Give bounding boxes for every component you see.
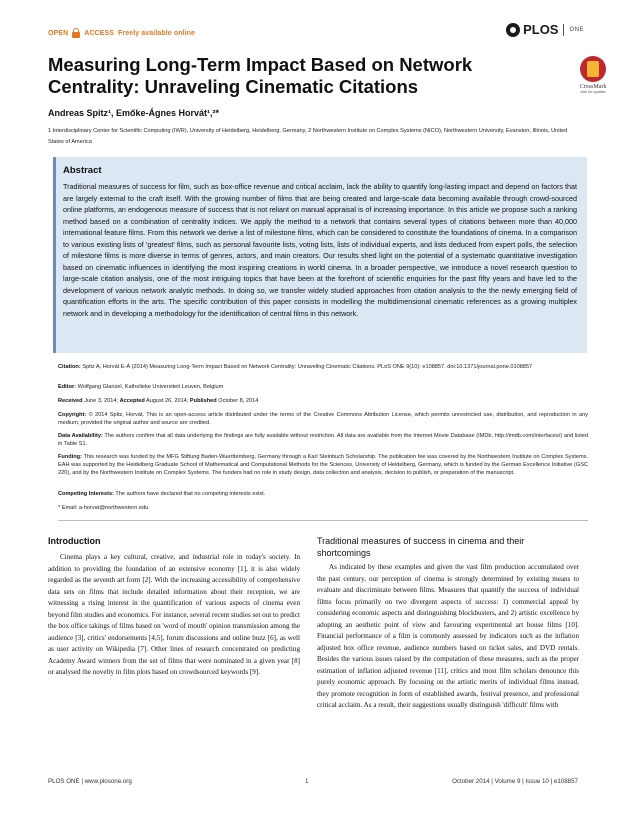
- journal-logo-word: PLOS: [523, 22, 559, 37]
- published-label: Published: [189, 398, 217, 404]
- accepted-label: Accepted: [119, 398, 145, 404]
- section2-heading: Traditional measures of success in cinema and their shortcomings: [317, 536, 525, 558]
- editor-label: Editor:: [58, 384, 77, 390]
- journal-logo-sub: ONE: [569, 26, 584, 33]
- journal-logo[interactable]: [506, 22, 584, 37]
- copyright-label: Copyright:: [58, 412, 87, 418]
- open-lock-icon: [72, 28, 80, 38]
- intro-text: Cinema plays a key cultural, creative, and industrial role in today's society. In addition to providing the foundation of an extensive economy [1], it is also widely regarded as the seventh art form [2]. With the increasing accessibility of comprehensive data sets on films that include detailed information about their reception, we are witnessing a rising interest in the quantification of various aspects of cinema even beyond film studies and economics. For instance, several recent studies set out to predict the box office takings of films based on 'word of mouth' opinion transmission among the audience [3], critics' endorsements [4,5], forum discussions and online buzz [6], as well as user activity on Wikipedia [7]. Other lines of research concentrated on predicting Academy Award winners from the set of films that were nominated in a given year [8] or analysed the novelty in film plots based on crowdsourced keywords [9].: [48, 553, 300, 676]
- accepted-date: August 26, 2014;: [146, 398, 189, 404]
- citation-text: Spitz A, Horvát E-Á (2014) Measuring Long-Term Impact Based on Network Centrality: Unraveling Cinematic Citations. PLoS ONE 9(10): e108857. doi:10.1371/journal.pone.0108857: [82, 364, 533, 370]
- open-access-free-label: Freely available online: [118, 29, 196, 37]
- logo-divider: [563, 24, 564, 36]
- page-number: 1: [305, 778, 309, 785]
- availability-text: The authors confirm that all data underlying the findings are fully available without restriction. All data are available from the Internet Movie Database (IMDb, http://imdb.com/interfaces/) and listed in Table S1.: [58, 433, 588, 447]
- copyright-text: © 2014 Spitz, Horvát. This is an open-access article distributed under the terms of the Creative Commons Attribution License, which permits unrestricted use, distribution, and reproduction in any medium, provided the original author and source are credited.: [58, 412, 588, 426]
- open-access-label-a: OPEN: [48, 29, 69, 37]
- crossmark-sub: click for updates: [580, 90, 606, 94]
- paper-title: Measuring Long-Term Impact Based on Network Centrality: Unraveling Cinematic Citations: [48, 54, 473, 97]
- competing-label: Competing Interests:: [58, 491, 114, 497]
- open-access-label-b: ACCESS: [84, 29, 115, 37]
- section2-text: As indicated by these examples and given the vast film production accumulated over the past century, our perception of cinema is strongly determined by existing means to evaluate and discriminate between films. Measures that quantify the success of individual films focus primarily on two divergent aspects of success: 1) commercial appeal by considering economic aspects and distinguishing blockbusters, and 2) artistic excellence by adopting an aesthetic point of view and favouring experimental art house films [10]. Financial performance of a film is commonly assessed by indicators such as the inflation adjusted box office revenue, audience numbers based on ticket sales, and DVD rentals. Besides the various issues raised by the computation of these measures, such as the proper estimation of inflation adjusted revenue [11], critics and most film scholars denounce this purely economic approach. By focusing on the artistic merits of individual films instead, they promote recognition in form of established awards, festival presence, and professional critical acclaim. As a result, their suggestions usually distinguish 'difficult' films with: [317, 563, 579, 709]
- citation: [58, 363, 588, 371]
- availability-label: Data Availability:: [58, 433, 103, 439]
- abstract-heading: Abstract: [63, 165, 102, 176]
- citation-label: Citation:: [58, 364, 81, 370]
- author-list: Andreas Spitz¹, Emőke-Ágnes Horvát¹,²*: [48, 108, 220, 118]
- received-label: Received: [58, 398, 83, 404]
- funding: [58, 453, 588, 477]
- copyright: [58, 411, 588, 427]
- footer-issue: October 2014 | Volume 9 | Issue 10 | e108857: [452, 778, 578, 785]
- abstract-text: Traditional measures of success for film, such as box-office revenue and critical acclaim, lack the ability to quantify long-lasting impact and depend on factors that are largely external to the craft itself. With the growing number of films that are being created and large-scale data becoming available through crowd-sourced online platforms, an endogenous measure of success that is not reliant on manual appraisal is of increasing importance. In this article we propose such a ranking method based on a combination of centrality indices. We apply the method to a network that contains several types of citations between more than 40,000 international feature films. From this network we derive a list of milestone films, which can be considered to constitute the foundations of cinema. In a comparison to various existing lists of 'greatest' films, such as personal favourite lists, voting lists, lists of individual experts, and lists deduced from expert polls, the selection of milestone films is more diverse in terms of genres, actors, and main creators. Our results shed light on the potential of a systematic quantitative investigation based on cinematic influences in identifying the most inspiring creations in world cinema. In a broader perspective, we introduce a novel research question to large-scale citation analysis, one of the most intriguing topics that have been at the forefront of scientific enquiries for the past fifty years and have led to the development of various network analytic methods. In doing so, we transfer widely studied approaches from citation analysis to the the newly emerging field of quantification efforts in the arts. The specific contribution of this paper consists in modelling the multidimensional cinematic references as a growing multiplex network and in developing a methodology for the identification of central films in this network.: [63, 182, 577, 318]
- data-availability: [58, 432, 588, 448]
- dates: [58, 397, 588, 405]
- competing-text: The authors have declared that no competing interests exist.: [115, 491, 266, 497]
- published-date: October 8, 2014: [218, 398, 259, 404]
- received-date: June 3, 2014;: [84, 398, 119, 404]
- intro-heading: Introduction: [48, 536, 101, 546]
- crossmark-badge[interactable]: [575, 56, 611, 94]
- competing-interests: [58, 490, 588, 498]
- plos-mark-icon: [506, 23, 520, 37]
- open-access-badge: [48, 27, 195, 39]
- footer-journal[interactable]: PLOS ONE | www.plosone.org: [48, 778, 132, 785]
- funding-label: Funding:: [58, 454, 82, 460]
- corresponding-email[interactable]: * Email: a-horvat@northwestern.edu: [58, 505, 149, 511]
- crossmark-icon: [580, 56, 606, 82]
- funding-text: This research was funded by the MFG Stiftung Baden-Wuerttemberg, Germany through a Karl Steinbuch Scholarship. The publication fee was covered by the Northwestern Institute on Complex Systems. EAH was supported by the Heidelberg Graduate School of Mathematical and Computational Methods for the Sciences, University of Heidelberg, Germany, which is funded by the German Excellence Initiative (GSC 220), and by the Northwestern Institute on Complex Systems. The funders had no role in study design, data collection and analysis, decision to publish, or preparation of the manuscript.: [58, 454, 588, 476]
- editor: [58, 383, 588, 391]
- crossmark-label: CrossMark: [579, 84, 607, 90]
- editor-text: Wolfgang Glanzel, Katholieke Universiteit Leuven, Belgium: [77, 384, 224, 390]
- section-divider: [58, 520, 588, 521]
- affiliations: 1 Interdisciplinary Center for Scientific Computing (IWR), University of Heidelberg, Heidelberg, Germany, 2 Northwestern Institute on Complex Systems (NICO), Northwestern University, Evanston, Illinois, United States of America: [48, 128, 568, 145]
